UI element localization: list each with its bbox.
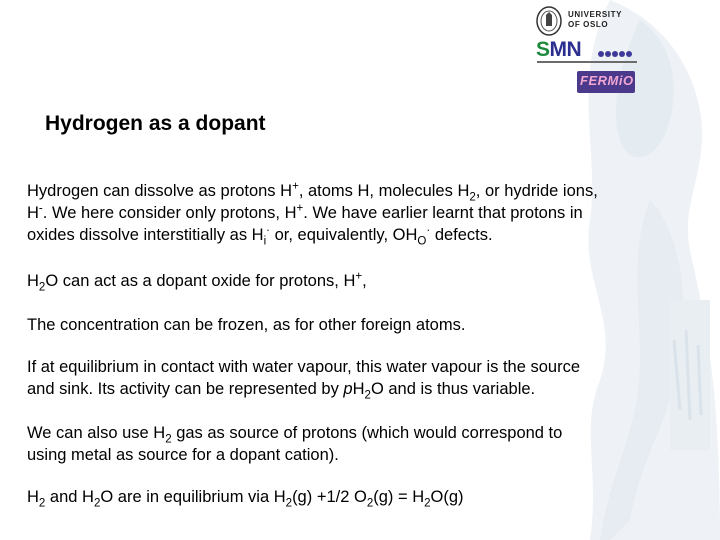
dots-icon — [598, 44, 633, 62]
university-of-oslo-logo — [536, 6, 636, 36]
paragraph-concentration-frozen: The concentration can be frozen, as for other foreign atoms. — [27, 316, 466, 334]
smn-subtitle-line — [537, 61, 637, 63]
paragraph-hydrogen-gas: We can also use $H_2$ gas as source of protons (which would correspond to using metal as source for a dopant cation). — [27, 424, 563, 464]
paragraph-equilibrium-equation: $H_2$ and $H_2O$ are in equilibrium via $H_2(g) +1/2$ $O_2(g) = H_2O(g)$ — [27, 488, 464, 510]
fermio-wordmark: FERMiO — [580, 73, 634, 88]
paragraph-water-dopant: $H_2O$ can act as a dopant oxide for protons, H+, — [27, 270, 367, 294]
slide-title: Hydrogen as a dopant — [45, 112, 266, 135]
smn-logo — [536, 38, 640, 68]
fermio-logo — [577, 71, 637, 93]
smn-wordmark: SMN — [536, 38, 582, 61]
university-name: UNIVERSITY OF OSLO — [568, 10, 622, 29]
seal-icon — [536, 6, 562, 36]
paragraph-hydrogen-dissolution: Hydrogen can dissolve as protons H+, atoms H, molecules $H_2$, or hydride ions, H-. We here consider only protons, H+. We have earlier learnt that protons in oxides dissolve interstitially as $H_i^\cdot$ or, equivalently, $OH_O^\cdot$ defects. — [27, 180, 598, 248]
paragraph-water-vapour: If at equilibrium in contact with water vapour, this water vapour is the source and sink. Its activity can be represented by $pH_2O$ and is thus variable. — [27, 358, 581, 402]
